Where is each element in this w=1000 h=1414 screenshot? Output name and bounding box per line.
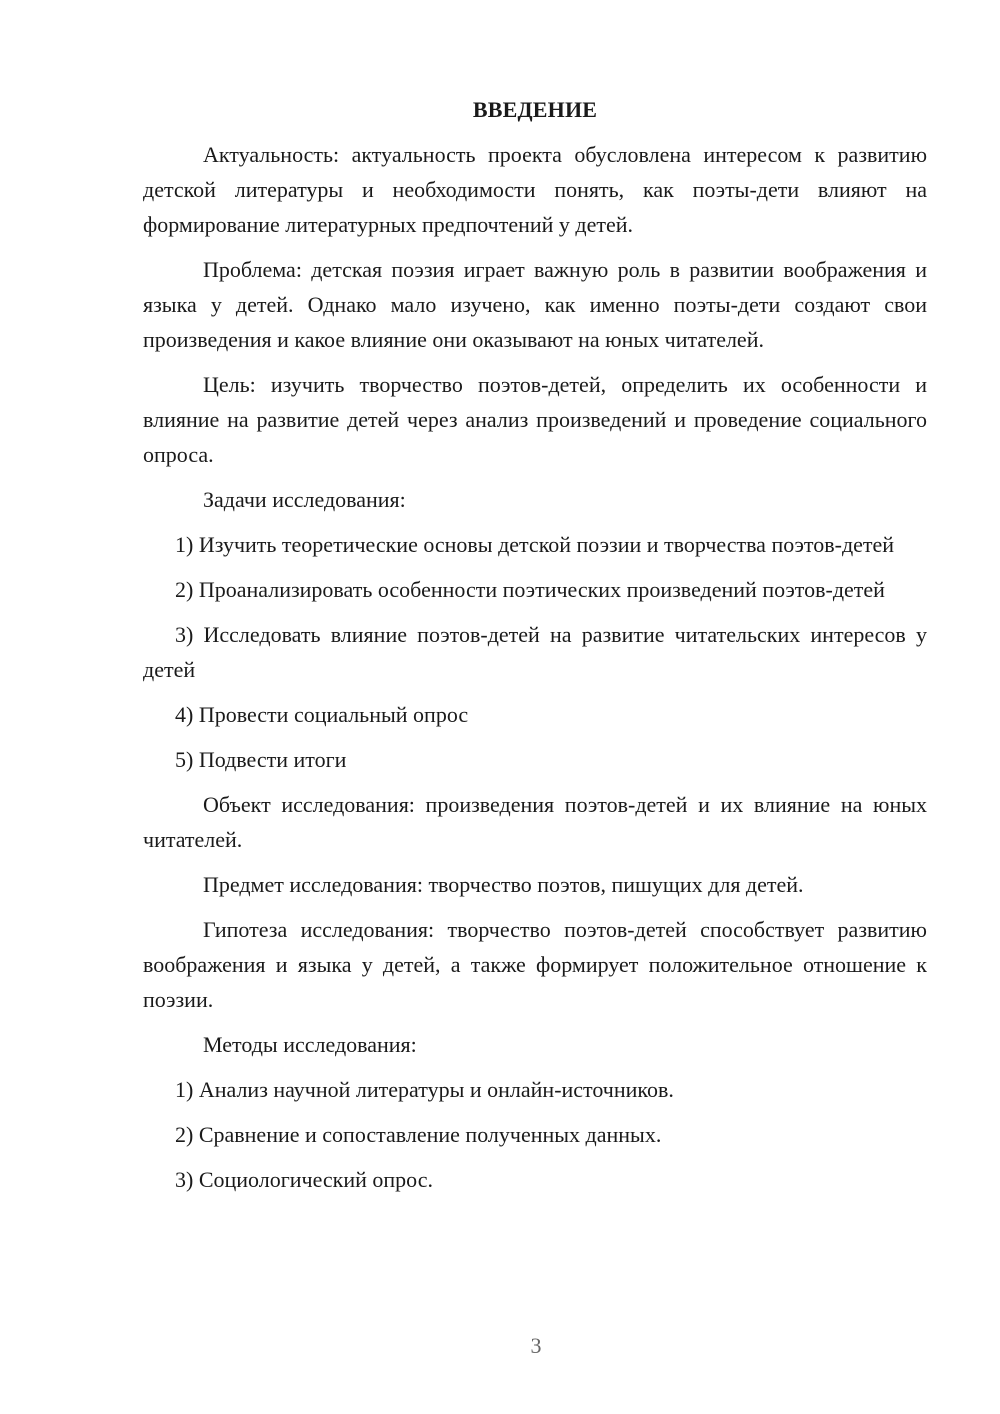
paragraph-problem: Проблема: детская поэзия играет важную роль в развитии воображения и языка у детей. Однако мало изучено, как именно поэты-дети создают свои произведения и какое влияние они оказывают на юных читателей. [143,257,927,352]
list-item-task-1: 1) Изучить теоретические основы детской поэзии и творчества поэтов-детей [175,532,895,557]
list-item-task-2: 2) Проанализировать особенности поэтических произведений поэтов-детей [175,577,885,602]
paragraph-hypothesis: Гипотеза исследования: творчество поэтов-детей способствует развитию воображения и языка у детей, а также формирует положительное отношение к поэзии. [143,917,927,1012]
list-item-method-2: 2) Сравнение и сопоставление полученных данных. [175,1122,662,1147]
paragraph-methods-heading: Методы исследования: [203,1032,417,1057]
list-item-method-3: 3) Социологический опрос. [175,1167,433,1192]
list-item-task-5: 5) Подвести итоги [175,747,347,772]
paragraph-goal: Цель: изучить творчество поэтов-детей, определить их особенности и влияние на развитие детей через анализ произведений и проведение социального опроса. [143,372,927,467]
paragraph-tasks-heading: Задачи исследования: [203,487,406,512]
paragraph-relevance: Актуальность: актуальность проекта обусловлена интересом к развитию детской литературы и необходимости понять, как поэты-дети влияют на формирование литературных предпочтений у детей. [143,142,927,237]
page-number: 3 [530,1333,542,1358]
paragraph-object: Объект исследования: произведения поэтов-детей и их влияние на юных читателей. [143,792,927,852]
section-title: ВВЕДЕНИЕ [472,97,598,122]
list-item-task-4: 4) Провести социальный опрос [175,702,469,727]
list-item-method-1: 1) Анализ научной литературы и онлайн-источников. [175,1077,674,1102]
list-item-task-3: 3) Исследовать влияние поэтов-детей на развитие читательских интересов у детей [143,622,927,682]
document-page [143,92,927,1207]
paragraph-subject: Предмет исследования: творчество поэтов, пишущих для детей. [203,872,804,897]
